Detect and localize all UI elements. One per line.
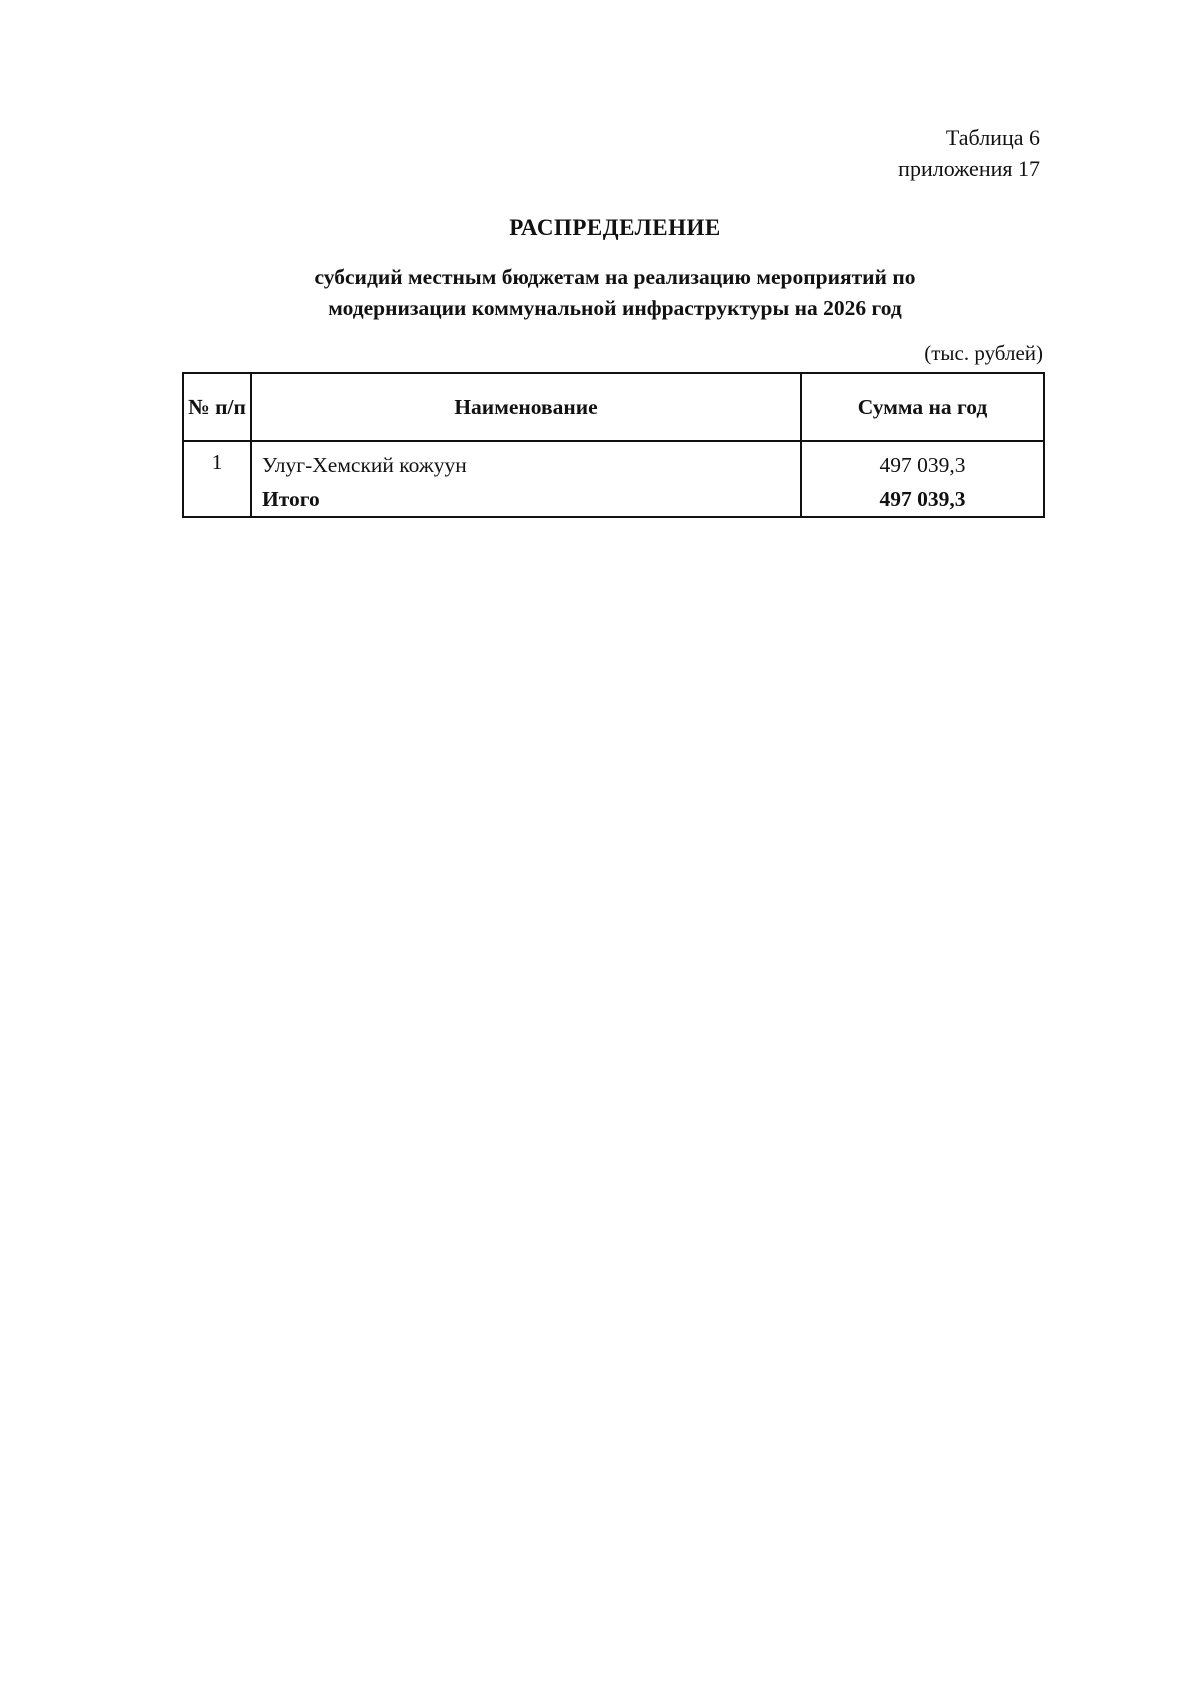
subtitle-line-1: субсидий местным бюджетам на реализацию мероприятий по [314, 265, 916, 289]
total-row [183, 482, 1044, 517]
document-title: РАСПРЕДЕЛЕНИЕ [509, 215, 721, 240]
row-sum: 497 039,3 [801, 441, 1044, 482]
subtitle-line-2: модернизации коммунальной инфраструктуры на 2026 год [328, 296, 902, 320]
total-number-cell [183, 482, 251, 517]
column-header-number: № п/п [183, 373, 251, 441]
table-row [183, 441, 1044, 482]
distribution-table [182, 372, 1045, 518]
table-header-row [183, 373, 1044, 441]
document-header [898, 122, 1040, 184]
units-label: (тыс. рублей) [924, 341, 1043, 365]
row-name: Улуг-Хемский кожуун [251, 441, 801, 482]
row-number: 1 [183, 441, 251, 482]
column-header-name: Наименование [251, 373, 801, 441]
document-subtitle [0, 262, 1200, 324]
table-label: Таблица 6 [945, 125, 1040, 150]
column-header-sum: Сумма на год [801, 373, 1044, 441]
total-label: Итого [251, 482, 801, 517]
total-sum: 497 039,3 [801, 482, 1044, 517]
appendix-label: приложения 17 [898, 156, 1040, 181]
